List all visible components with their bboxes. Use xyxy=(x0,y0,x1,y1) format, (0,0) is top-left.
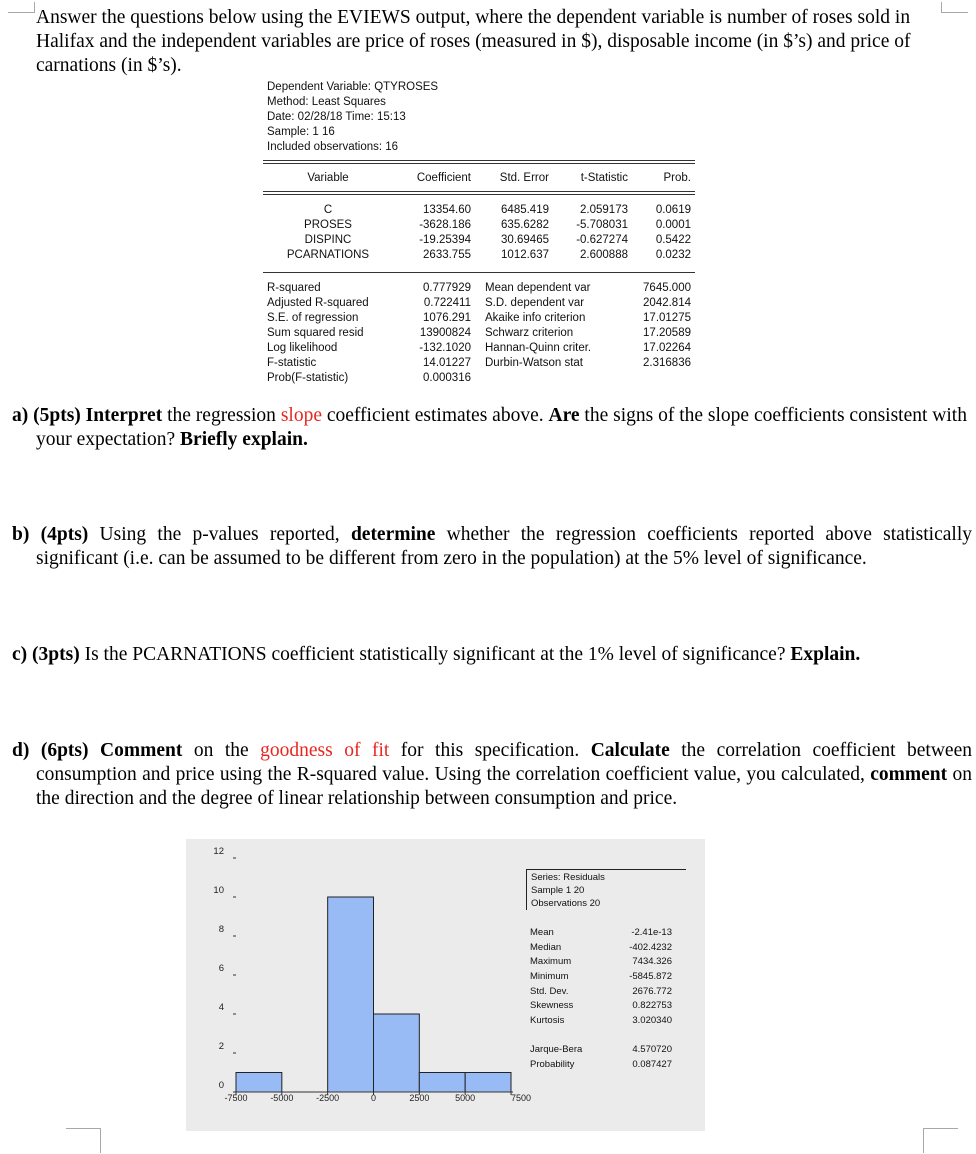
cell: S.E. of regression xyxy=(267,312,359,324)
text: Using the p-values reported, xyxy=(88,524,351,545)
cell: 0.0619 xyxy=(655,204,691,216)
highlight-text: goodness of fit xyxy=(260,740,390,761)
cell: 1012.637 xyxy=(501,249,549,261)
y-tick-label: 4 xyxy=(218,1002,224,1013)
stat-row xyxy=(526,1014,686,1029)
stat-value: 0.087427 xyxy=(632,1058,672,1070)
emph: Comment xyxy=(100,740,183,761)
emph: comment xyxy=(870,764,948,785)
y-tick-label: 2 xyxy=(218,1041,224,1052)
header-line: Date: 02/28/18 Time: 15:13 xyxy=(267,111,406,123)
question-label: a) (5pts) xyxy=(12,405,81,426)
cell: -3628.186 xyxy=(419,219,471,231)
emph: Are xyxy=(548,405,580,426)
stats-row xyxy=(263,297,695,312)
text: whether the regression coefficients reported above statistically significant (i.e. can be assumed to be different from zero in the population) at the 5% level of significance. xyxy=(36,524,972,569)
cell: 14.01227 xyxy=(423,357,471,369)
stat-row xyxy=(526,1043,686,1058)
stat-label: Maximum xyxy=(530,956,572,968)
cell: 2.600888 xyxy=(580,249,628,261)
cell: F-statistic xyxy=(267,357,317,369)
cell: 13900824 xyxy=(419,327,471,339)
col-std-error: Std. Error xyxy=(499,172,549,184)
cell: Durbin-Watson stat xyxy=(485,357,583,369)
col-coefficient: Coefficient xyxy=(416,172,471,184)
cell: 2.059173 xyxy=(580,204,628,216)
cell: Prob(F-statistic) xyxy=(267,372,349,384)
cell: Mean dependent var xyxy=(485,282,591,294)
cell: 17.20589 xyxy=(643,327,691,339)
table-column-header xyxy=(263,172,695,187)
stats-row xyxy=(263,357,695,372)
text: the correlation coefficient between consumption and price using the R-squared value. Using the correlation coefficient value, you calculated, xyxy=(36,740,972,785)
stat-label: Probability xyxy=(530,1058,575,1070)
coef-row xyxy=(263,219,695,234)
cell: 2042.814 xyxy=(643,297,691,309)
cell: -0.627274 xyxy=(576,234,628,246)
cell: 17.02264 xyxy=(643,342,691,354)
table-rule xyxy=(263,191,695,195)
stat-value: -402.4232 xyxy=(629,941,672,953)
emph: Interpret xyxy=(85,405,163,426)
legend-title: Series: Residuals xyxy=(531,872,605,883)
emph: determine xyxy=(350,524,436,545)
stats-row xyxy=(263,372,695,387)
text: on the xyxy=(182,740,261,761)
stat-label: Jarque-Bera xyxy=(530,1043,583,1055)
cell: Log likelihood xyxy=(267,342,338,354)
cell: PCARNATIONS xyxy=(286,249,370,261)
stat-row xyxy=(526,999,686,1014)
cell: Schwarz criterion xyxy=(485,327,574,339)
histogram-bar xyxy=(236,1073,282,1093)
residuals-histogram xyxy=(186,839,705,1131)
cell: R-squared xyxy=(267,282,321,294)
x-tick-label: 7500 xyxy=(511,1093,532,1103)
stats-row xyxy=(263,327,695,342)
cell: -19.25394 xyxy=(419,234,471,246)
stats-row xyxy=(263,282,695,297)
cell: 1076.291 xyxy=(423,312,471,324)
y-tick-label: 10 xyxy=(213,885,224,896)
y-tick-label: 6 xyxy=(218,963,224,974)
residual-stats-legend xyxy=(526,869,686,1072)
stat-label: Mean xyxy=(530,927,554,938)
text: Is the PCARNATIONS coefficient statistically significant at the 1% level of significance? xyxy=(79,644,791,665)
stat-value: 3.020340 xyxy=(632,1015,672,1027)
cell: -132.1020 xyxy=(419,342,471,354)
histogram-bar xyxy=(465,1073,511,1093)
stat-row xyxy=(526,1058,686,1073)
stat-value: 7434.326 xyxy=(632,956,672,968)
question-b xyxy=(12,523,972,571)
coef-row xyxy=(263,234,695,249)
cell: Sum squared resid xyxy=(267,327,364,339)
highlight-text: slope xyxy=(280,405,322,426)
stats-row xyxy=(263,342,695,357)
coef-row xyxy=(263,204,695,219)
cell: PROSES xyxy=(304,219,352,231)
cell: S.D. dependent var xyxy=(485,297,585,309)
header-line: Sample: 1 16 xyxy=(267,126,335,138)
question-d xyxy=(12,739,972,811)
question-label: d) (6pts) xyxy=(12,740,89,761)
cell: 0.5422 xyxy=(655,234,691,246)
cell: 30.69465 xyxy=(501,234,549,246)
cell: 0.000316 xyxy=(423,372,471,384)
stat-value: -5845.872 xyxy=(629,971,672,983)
header-line: Dependent Variable: QTYROSES xyxy=(267,81,439,93)
emph: Calculate xyxy=(590,740,670,761)
cell: 7645.000 xyxy=(643,282,691,294)
header-line: Included observations: 16 xyxy=(267,141,399,153)
coef-row xyxy=(263,249,695,264)
stat-label: Std. Dev. xyxy=(530,985,569,997)
cell: 2633.755 xyxy=(423,249,471,261)
emph: Explain. xyxy=(790,644,861,665)
eviews-header xyxy=(267,80,438,155)
emph: Briefly explain. xyxy=(180,429,308,450)
page-corner-mark xyxy=(8,2,35,13)
text: the regression xyxy=(162,405,281,426)
cell: Hannan-Quinn criter. xyxy=(485,342,592,354)
text: coefficient estimates above. xyxy=(321,405,549,426)
table-rule xyxy=(263,160,695,164)
stat-value: 2676.772 xyxy=(632,985,672,997)
cell: 635.6282 xyxy=(501,219,549,231)
stat-label: Kurtosis xyxy=(530,1015,565,1027)
x-tick-label: 2500 xyxy=(409,1093,430,1103)
cell: 6485.419 xyxy=(501,204,549,216)
stat-label: Minimum xyxy=(530,971,569,983)
histogram-bar xyxy=(328,897,374,1092)
cell: 0.0001 xyxy=(655,219,691,231)
stat-label: Median xyxy=(530,941,562,953)
text: the signs of the slope coefficients consistent with your expectation? xyxy=(36,405,967,450)
y-tick-label: 12 xyxy=(213,846,224,857)
cell: 0.722411 xyxy=(423,297,471,309)
x-tick-label: 0 xyxy=(370,1093,377,1103)
cell: 0.0232 xyxy=(655,249,691,261)
question-label: b) (4pts) xyxy=(12,524,89,545)
stat-row xyxy=(526,970,686,985)
question-label: c) (3pts) xyxy=(12,644,80,665)
stat-row xyxy=(526,955,686,970)
stat-row xyxy=(526,926,686,941)
stat-row xyxy=(526,941,686,956)
col-variable: Variable xyxy=(307,172,349,184)
cell: C xyxy=(323,204,333,216)
histogram-bar xyxy=(374,1014,420,1092)
cell: 0.777929 xyxy=(423,282,471,294)
cell: DISPINC xyxy=(304,234,352,246)
cell: Akaike info criterion xyxy=(485,312,586,324)
legend-box xyxy=(526,869,686,910)
page-corner-mark xyxy=(923,1128,958,1153)
stat-value: 4.570720 xyxy=(632,1043,672,1055)
text: for this specification. xyxy=(389,740,591,761)
question-a xyxy=(12,404,972,452)
y-tick-label: 8 xyxy=(218,924,224,935)
cell: 2.316836 xyxy=(643,357,691,369)
x-tick-label: -2500 xyxy=(316,1093,340,1103)
intro-paragraph: Answer the questions below using the EVIEWS output, where the dependent variable is number of roses sold in Halifax and the independent variables are price of roses (measured in $), disposable income (in $’s) and price of carnations (in $’s). xyxy=(36,7,911,76)
stat-value: 0.822753 xyxy=(632,1000,672,1012)
legend-observations: Observations 20 xyxy=(531,898,601,909)
x-tick-label: 5000 xyxy=(455,1093,476,1103)
stats-row xyxy=(263,312,695,327)
legend-sample: Sample 1 20 xyxy=(531,885,585,896)
histogram-bar xyxy=(419,1073,465,1093)
stat-label: Skewness xyxy=(530,1000,574,1012)
x-tick-label: -7500 xyxy=(224,1093,248,1103)
cell: 13354.60 xyxy=(423,204,471,216)
question-c xyxy=(12,643,948,667)
cell: -5.708031 xyxy=(576,219,628,231)
cell: 17.01275 xyxy=(643,312,691,324)
col-t-statistic: t-Statistic xyxy=(580,172,628,184)
text: on the direction and the degree of linear relationship between consumption and price. xyxy=(36,764,972,809)
col-prob: Prob. xyxy=(663,172,691,184)
table-rule xyxy=(263,272,695,273)
cell: Adjusted R-squared xyxy=(267,297,369,309)
eviews-output-table xyxy=(263,160,695,387)
y-tick-label: 0 xyxy=(218,1080,224,1091)
stat-row xyxy=(526,985,686,1000)
x-tick-label: -5000 xyxy=(270,1093,294,1103)
header-line: Method: Least Squares xyxy=(267,96,386,108)
page-corner-mark xyxy=(66,1128,101,1153)
stat-value: -2.41e-13 xyxy=(631,927,672,938)
